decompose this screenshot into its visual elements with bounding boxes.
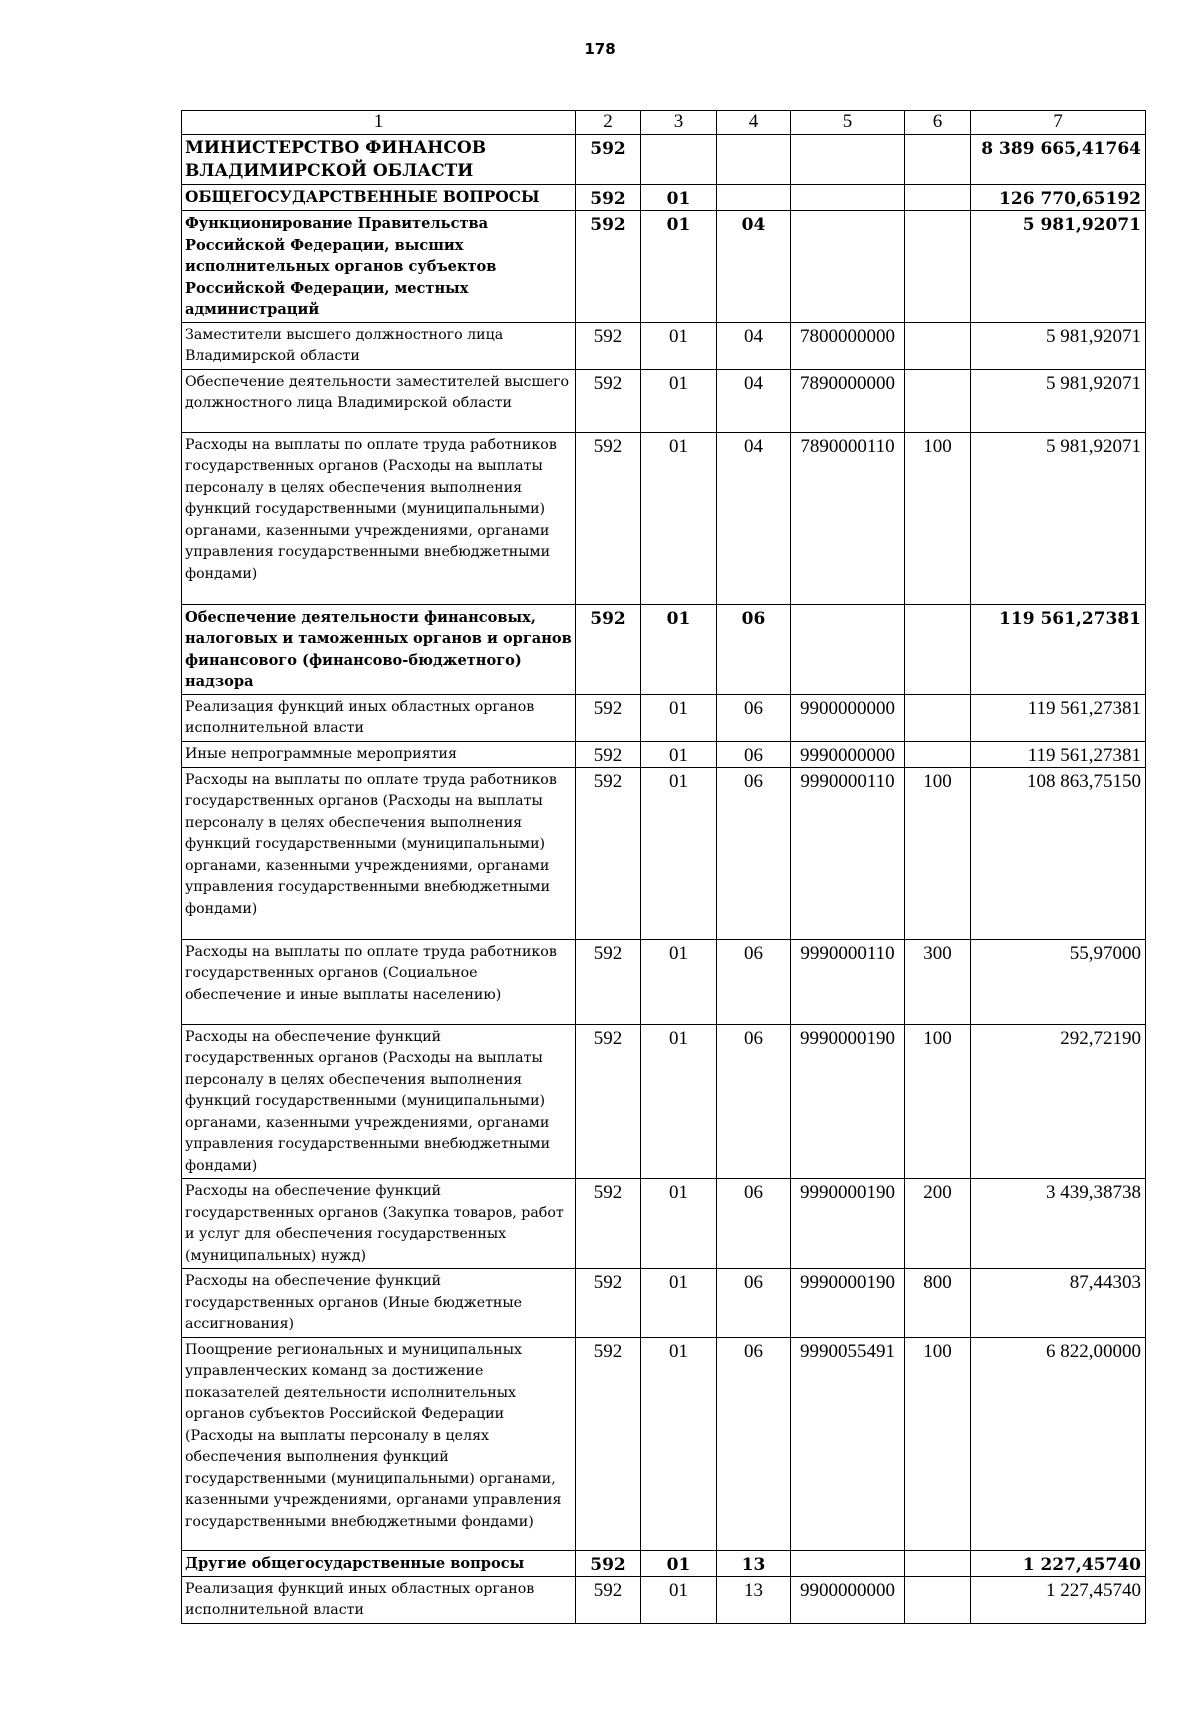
cell-c6 [905, 211, 971, 323]
cell-c2: 592 [576, 369, 641, 432]
table-row [182, 694, 1146, 741]
cell-c3: 01 [641, 939, 717, 1024]
row-name: Расходы на выплаты по оплате труда работников государственных органов (Расходы на выплаты персоналу в целях обеспечения выполнения функций государственными (муниципальными) органами, казенными учреждениями, органами управления государственными внебюджетными фондами) [182, 767, 576, 939]
row-name: Расходы на выплаты по оплате труда работников государственных органов (Расходы на выплаты персоналу в целях обеспечения выполнения функций государственными (муниципальными) органами, казенными учреждениями, органами управления государственными внебюджетными фондами) [182, 432, 576, 604]
cell-c5 [791, 135, 905, 185]
table-row [182, 1269, 1146, 1338]
cell-c3: 01 [641, 694, 717, 741]
cell-amount: 6 822,00000 [971, 1337, 1146, 1550]
cell-c2: 592 [576, 741, 641, 767]
column-header: 2 [576, 111, 641, 135]
row-name: Другие общегосударственные вопросы [182, 1550, 576, 1576]
cell-amount: 108 863,75150 [971, 767, 1146, 939]
row-name: Обеспечение деятельности заместителей высшего должностного лица Владимирской области [182, 369, 576, 432]
cell-c5: 7800000000 [791, 322, 905, 369]
cell-c4: 06 [717, 767, 791, 939]
row-name: Расходы на выплаты по оплате труда работников государственных органов (Социальное обеспечение и иные выплаты населению) [182, 939, 576, 1024]
cell-c3: 01 [641, 741, 717, 767]
table-row [182, 432, 1146, 604]
table-row [182, 741, 1146, 767]
row-name: ОБЩЕГОСУДАРСТВЕННЫЕ ВОПРОСЫ [182, 185, 576, 211]
cell-c4 [717, 185, 791, 211]
cell-amount: 1 227,45740 [971, 1550, 1146, 1576]
cell-c4: 06 [717, 1337, 791, 1550]
cell-c3: 01 [641, 1269, 717, 1338]
cell-c6 [905, 1550, 971, 1576]
cell-c2: 592 [576, 211, 641, 323]
cell-c4: 06 [717, 1024, 791, 1179]
cell-c3: 01 [641, 1550, 717, 1576]
row-name: Иные непрограммные мероприятия [182, 741, 576, 767]
cell-c4: 06 [717, 741, 791, 767]
table-row [182, 322, 1146, 369]
cell-c3: 01 [641, 1337, 717, 1550]
cell-c4: 06 [717, 939, 791, 1024]
cell-c6: 100 [905, 767, 971, 939]
cell-c2: 592 [576, 135, 641, 185]
cell-c4: 04 [717, 369, 791, 432]
cell-c3: 01 [641, 1024, 717, 1179]
cell-c6: 300 [905, 939, 971, 1024]
cell-c3: 01 [641, 322, 717, 369]
table-row [182, 1024, 1146, 1179]
cell-c6 [905, 741, 971, 767]
cell-c3: 01 [641, 432, 717, 604]
table-row [182, 369, 1146, 432]
cell-c3: 01 [641, 185, 717, 211]
cell-c6: 200 [905, 1179, 971, 1269]
cell-amount: 119 561,27381 [971, 604, 1146, 694]
cell-c5: 9990000190 [791, 1024, 905, 1179]
cell-c5: 9990000110 [791, 767, 905, 939]
cell-amount: 119 561,27381 [971, 741, 1146, 767]
cell-c4: 13 [717, 1550, 791, 1576]
cell-c6: 100 [905, 432, 971, 604]
cell-c5 [791, 1550, 905, 1576]
cell-c4 [717, 135, 791, 185]
cell-c2: 592 [576, 694, 641, 741]
cell-c5: 9990055491 [791, 1337, 905, 1550]
budget-table [181, 110, 1146, 1624]
cell-c5 [791, 604, 905, 694]
cell-c6 [905, 694, 971, 741]
table-row [182, 1576, 1146, 1623]
cell-c2: 592 [576, 1179, 641, 1269]
table-row [182, 211, 1146, 323]
row-name: Расходы на обеспечение функций государственных органов (Иные бюджетные ассигнования) [182, 1269, 576, 1338]
cell-c5: 9990000190 [791, 1179, 905, 1269]
cell-c6 [905, 369, 971, 432]
row-name: Функционирование Правительства Российской Федерации, высших исполнительных органов субъектов Российской Федерации, местных администраций [182, 211, 576, 323]
column-header: 1 [182, 111, 576, 135]
cell-amount: 55,97000 [971, 939, 1146, 1024]
cell-c2: 592 [576, 604, 641, 694]
column-header: 3 [641, 111, 717, 135]
table-row [182, 767, 1146, 939]
cell-c5 [791, 211, 905, 323]
cell-c2: 592 [576, 1550, 641, 1576]
cell-c4: 06 [717, 604, 791, 694]
cell-amount: 1 227,45740 [971, 1576, 1146, 1623]
cell-c4: 06 [717, 1269, 791, 1338]
cell-c2: 592 [576, 322, 641, 369]
cell-c6: 100 [905, 1024, 971, 1179]
cell-c4: 06 [717, 1179, 791, 1269]
cell-c5: 9990000000 [791, 741, 905, 767]
cell-c3: 01 [641, 767, 717, 939]
row-name: Реализация функций иных областных органов исполнительной власти [182, 1576, 576, 1623]
table-row [182, 604, 1146, 694]
cell-c6: 800 [905, 1269, 971, 1338]
cell-c5: 9990000110 [791, 939, 905, 1024]
cell-c2: 592 [576, 185, 641, 211]
column-header: 6 [905, 111, 971, 135]
table-row [182, 939, 1146, 1024]
cell-c6 [905, 135, 971, 185]
row-name: Расходы на обеспечение функций государственных органов (Закупка товаров, работ и услуг для обеспечения государственных (муниципальных) нужд) [182, 1179, 576, 1269]
table-row [182, 1337, 1146, 1550]
cell-amount: 87,44303 [971, 1269, 1146, 1338]
cell-c2: 592 [576, 939, 641, 1024]
cell-amount: 119 561,27381 [971, 694, 1146, 741]
cell-amount: 292,72190 [971, 1024, 1146, 1179]
cell-c3: 01 [641, 1576, 717, 1623]
cell-c2: 592 [576, 1337, 641, 1550]
column-header: 7 [971, 111, 1146, 135]
cell-c2: 592 [576, 1024, 641, 1179]
row-name: Обеспечение деятельности финансовых, налоговых и таможенных органов и органов финансового (финансово-бюджетного) надзора [182, 604, 576, 694]
table-row [182, 185, 1146, 211]
cell-c6 [905, 322, 971, 369]
cell-amount: 126 770,65192 [971, 185, 1146, 211]
cell-c4: 04 [717, 432, 791, 604]
cell-c6 [905, 185, 971, 211]
row-name: Расходы на обеспечение функций государственных органов (Расходы на выплаты персоналу в целях обеспечения выполнения функций государственными (муниципальными) органами, казенными учреждениями, органами управления государственными внебюджетными фондами) [182, 1024, 576, 1179]
cell-c3 [641, 135, 717, 185]
cell-amount: 5 981,92071 [971, 322, 1146, 369]
cell-c3: 01 [641, 369, 717, 432]
row-name: Заместители высшего должностного лица Владимирской области [182, 322, 576, 369]
cell-amount: 5 981,92071 [971, 432, 1146, 604]
cell-c5: 9990000190 [791, 1269, 905, 1338]
table-row [182, 135, 1146, 185]
row-name: Реализация функций иных областных органов исполнительной власти [182, 694, 576, 741]
cell-c4: 04 [717, 211, 791, 323]
cell-c5: 7890000110 [791, 432, 905, 604]
table-header-row [182, 111, 1146, 135]
table-row [182, 1179, 1146, 1269]
column-header: 5 [791, 111, 905, 135]
cell-amount: 3 439,38738 [971, 1179, 1146, 1269]
cell-c5: 9900000000 [791, 1576, 905, 1623]
cell-c6 [905, 1576, 971, 1623]
cell-c5 [791, 185, 905, 211]
cell-c3: 01 [641, 211, 717, 323]
cell-amount: 5 981,92071 [971, 369, 1146, 432]
cell-c2: 592 [576, 767, 641, 939]
cell-c2: 592 [576, 1269, 641, 1338]
cell-c3: 01 [641, 604, 717, 694]
cell-c2: 592 [576, 432, 641, 604]
page-number: 178 [584, 40, 616, 58]
cell-c4: 13 [717, 1576, 791, 1623]
cell-c3: 01 [641, 1179, 717, 1269]
cell-c6: 100 [905, 1337, 971, 1550]
row-name: МИНИСТЕРСТВО ФИНАНСОВ ВЛАДИМИРСКОЙ ОБЛАСТИ [182, 135, 576, 185]
cell-amount: 5 981,92071 [971, 211, 1146, 323]
row-name: Поощрение региональных и муниципальных управленческих команд за достижение показателей деятельности исполнительных органов субъектов Российской Федерации (Расходы на выплаты персоналу в целях обеспечения выполнения функций государственными (муниципальными) органами, казенными учреждениями, органами управления государственными внебюджетными фондами) [182, 1337, 576, 1550]
cell-c6 [905, 604, 971, 694]
cell-amount: 8 389 665,41764 [971, 135, 1146, 185]
column-header: 4 [717, 111, 791, 135]
table-row [182, 1550, 1146, 1576]
cell-c5: 9900000000 [791, 694, 905, 741]
cell-c4: 04 [717, 322, 791, 369]
cell-c2: 592 [576, 1576, 641, 1623]
cell-c4: 06 [717, 694, 791, 741]
cell-c5: 7890000000 [791, 369, 905, 432]
